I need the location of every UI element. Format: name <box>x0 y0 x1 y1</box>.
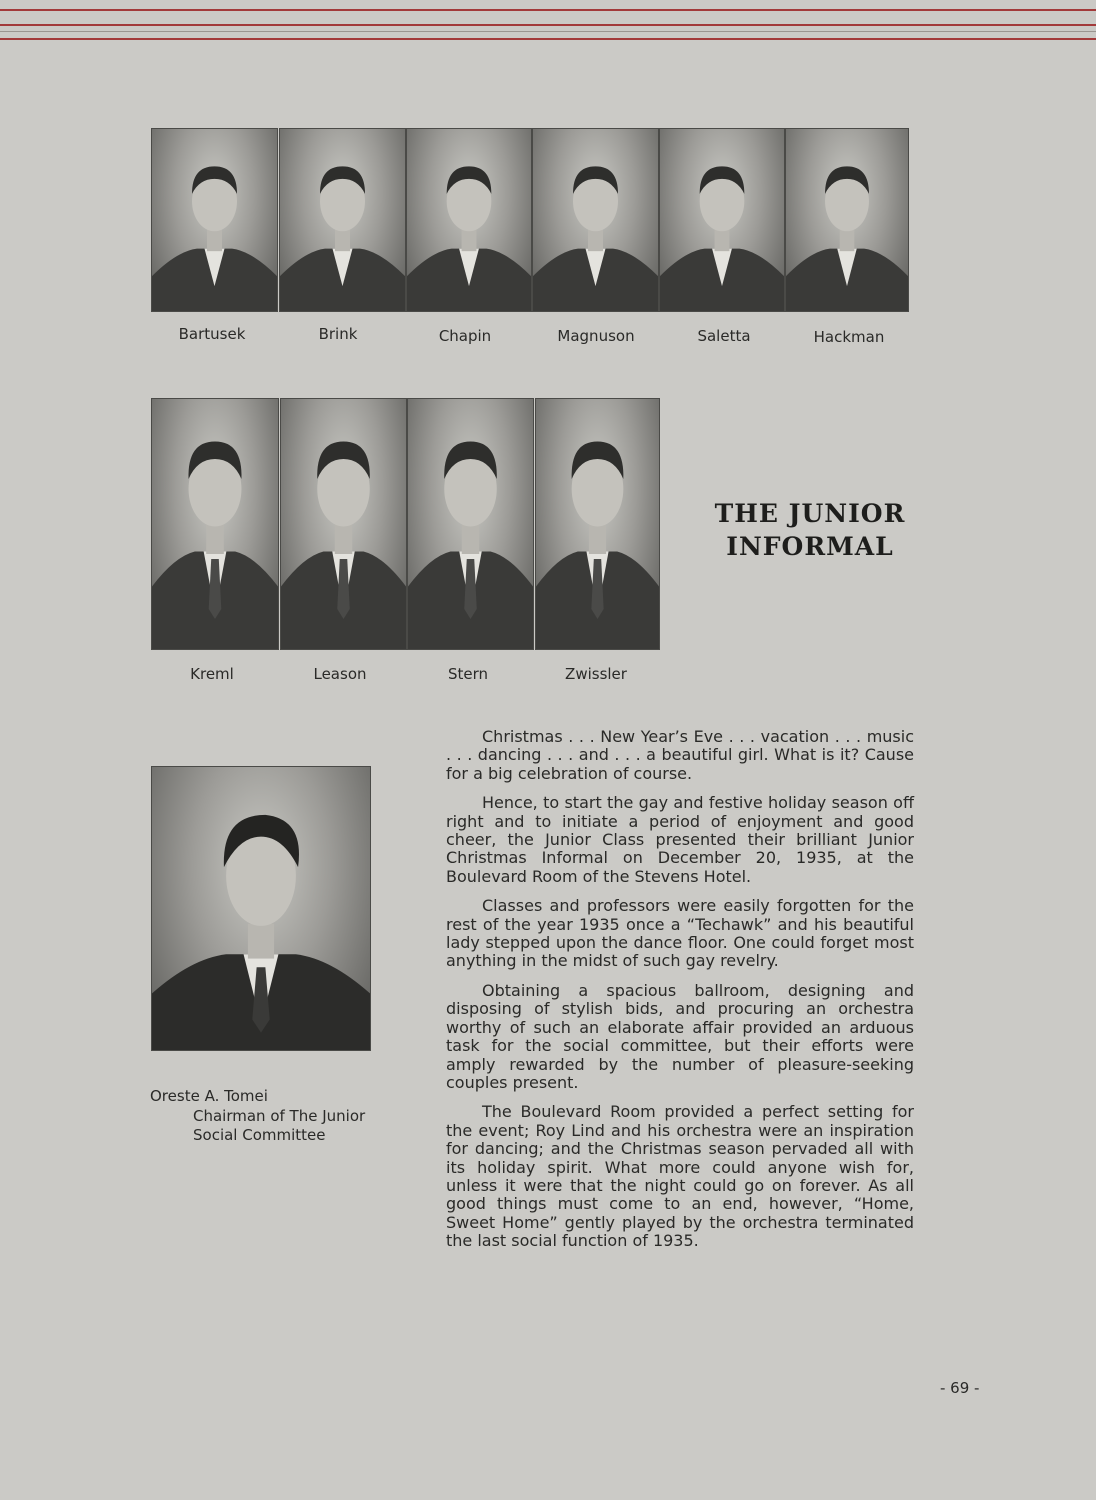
article-paragraph-4: Obtaining a spacious ballroom, designing and disposing of stylish bids, and procuring an orchestra worthy of such an elaborate affair provided an arduous task for the social committee, but their efforts were amply rewarded by the number of pleasure-seeking couples present. <box>446 980 914 1092</box>
article-paragraph-2: Hence, to start the gay and festive holiday season off right and to initiate a period of enjoyment and good cheer, the Junior Class presented their brilliant Junior Christmas Informal on December 20, 1935, at the Boulevard Room of the Stevens Hotel. <box>446 793 914 886</box>
article-paragraph-5: The Boulevard Room provided a perfect setting for the event; Roy Lind and his orchestra were an inspiration for dancing; and the Christmas season pervaded all with its holiday spirit. What more could anyone wish for, unless it were that the night could go on forever. As all good things must come to an end, however, “Home, Sweet Home” gently played by the orchestra terminated the last social function of 1935. <box>446 1102 914 1251</box>
caption-zwissler: Zwissler <box>565 665 627 683</box>
portrait-chapin <box>406 128 532 312</box>
portrait-saletta <box>659 128 785 312</box>
header-rule-middle <box>0 24 1096 26</box>
chairman-title-line-2: Social Committee <box>193 1126 326 1144</box>
portrait-chairman <box>151 766 371 1051</box>
portrait-leason <box>280 398 407 650</box>
header-rule-top <box>0 9 1096 11</box>
caption-saletta: Saletta <box>697 327 751 345</box>
caption-brink: Brink <box>318 325 358 343</box>
heading-line-2: INFORMAL <box>726 532 894 561</box>
article-paragraph-1: Christmas . . . New Year’s Eve . . . vacation . . . music . . . dancing . . . and . . . a beautiful girl. What is it? Cause for a big celebration of course. <box>446 727 914 783</box>
caption-leason: Leason <box>313 665 367 683</box>
chairman-title <box>193 1107 365 1145</box>
chairman-name: Oreste A. Tomei <box>150 1087 268 1105</box>
section-heading <box>700 497 920 563</box>
portrait-bartusek <box>151 128 278 312</box>
portrait-zwissler <box>535 398 660 650</box>
caption-stern: Stern <box>447 665 489 683</box>
portrait-hackman <box>785 128 909 312</box>
portrait-kreml <box>151 398 279 650</box>
caption-magnuson: Magnuson <box>557 327 635 345</box>
caption-chapin: Chapin <box>438 327 492 345</box>
caption-hackman: Hackman <box>813 328 885 346</box>
caption-kreml: Kreml <box>190 665 234 683</box>
header-rule-bottom <box>0 38 1096 40</box>
portrait-stern <box>407 398 534 650</box>
portrait-brink <box>279 128 406 312</box>
article-paragraph-3: Classes and professors were easily forgotten for the rest of the year 1935 once a “Techawk” and his beautiful lady stepped upon the dance floor. One could forget most anything in the midst of such gay revelry. <box>446 896 914 971</box>
caption-bartusek: Bartusek <box>178 325 246 343</box>
heading-line-1: THE JUNIOR <box>714 499 906 528</box>
header-rule-gray <box>0 31 1096 32</box>
article-body <box>446 728 914 1262</box>
portrait-magnuson <box>532 128 659 312</box>
page-number: - 69 - <box>940 1379 980 1397</box>
chairman-title-line-1: Chairman of The Junior <box>193 1107 366 1125</box>
